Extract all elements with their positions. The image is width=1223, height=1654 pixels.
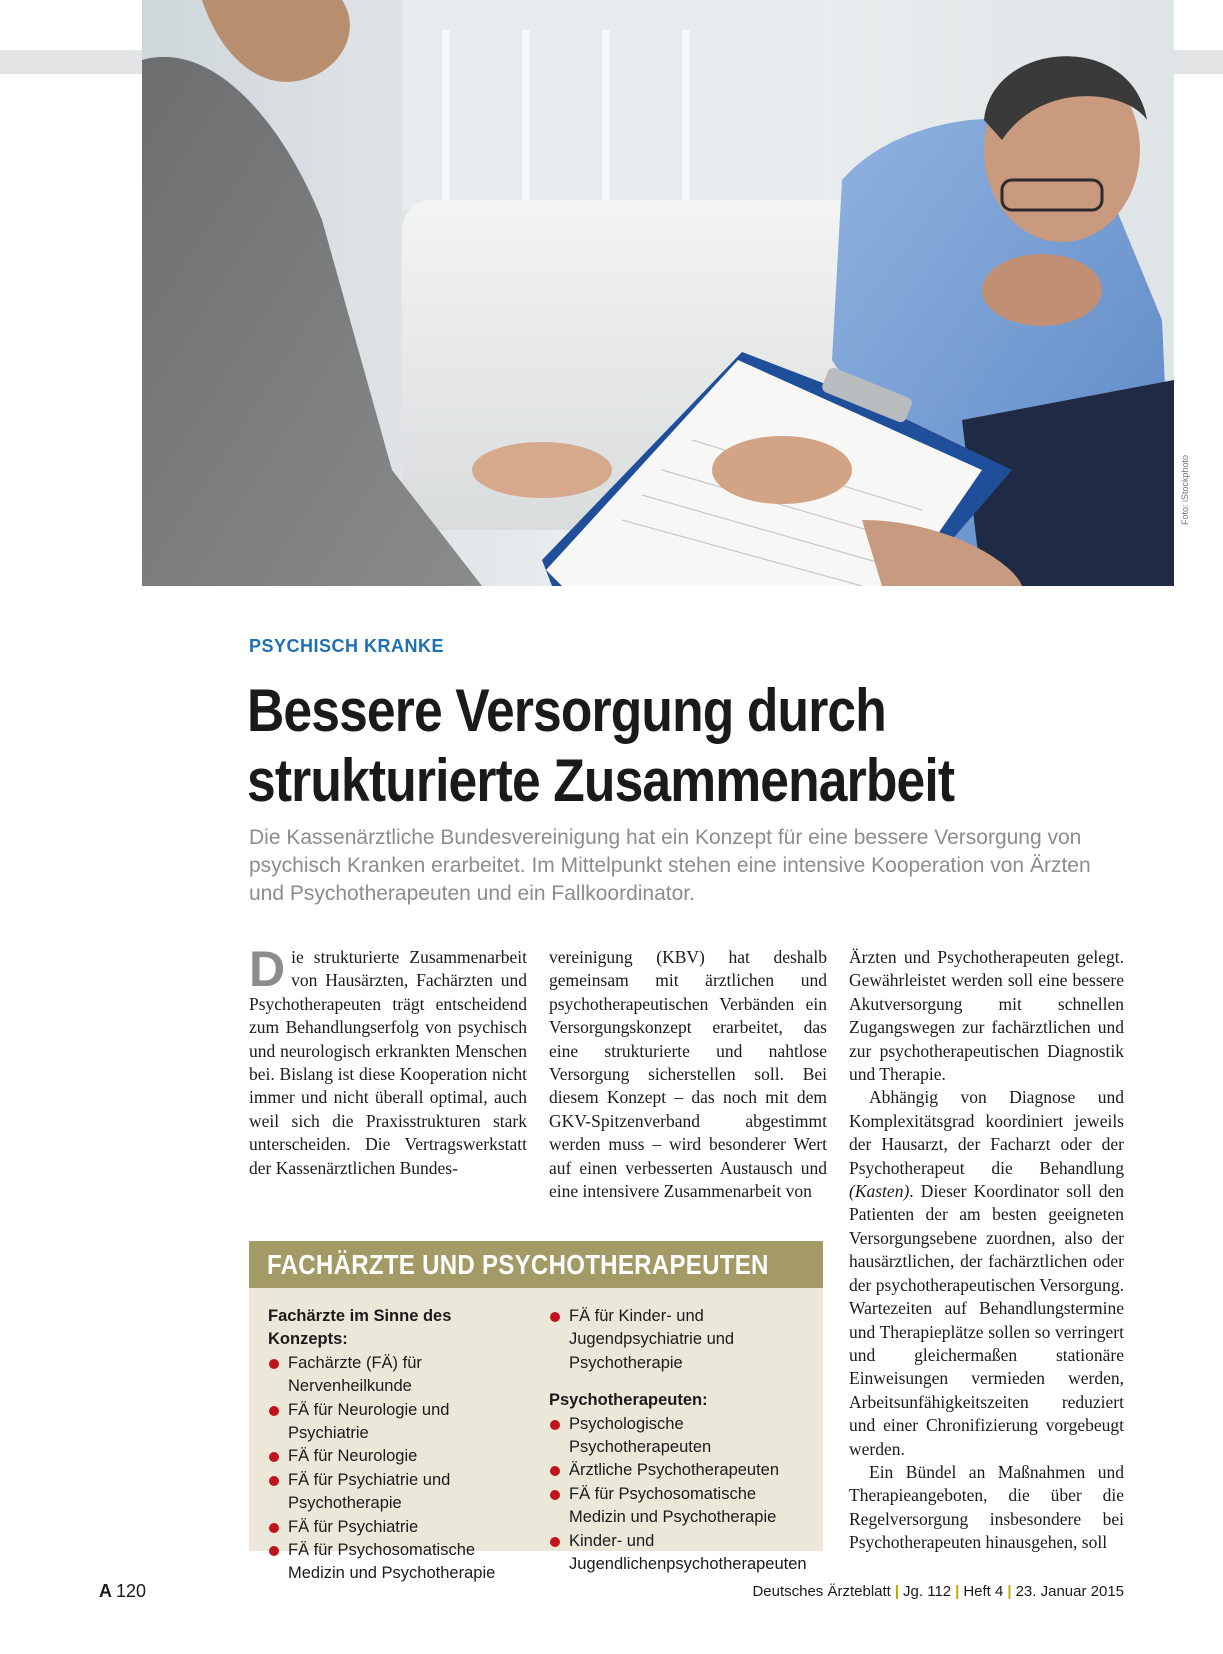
- info-box-left-column: [268, 1305, 526, 1586]
- list-item: FÄ für Neurologie: [268, 1445, 526, 1468]
- body-text-col2: vereinigung (KBV) hat deshalb gemeinsam mit ärztlichen und psychotherapeutischen Verbänden ein Versorgungskonzept erarbeitet, das eine strukturierte und nahtlose Versorgung sicherstellen soll. Bei diesem Konzept – das noch mit dem GKV-Spitzenverband abgestimmt werden muss – wird besonderer Wert auf einen verbesserten Austausch und eine intensivere Zusammenarbeit von: [549, 947, 827, 1202]
- list-item: FÄ für Kinder- und Jugendpsychiatrie und Psychotherapie: [549, 1305, 814, 1375]
- list-item: Kinder- und Jugendlichenpsychotherapeuten: [549, 1530, 814, 1577]
- list-item: FÄ für Psychiatrie und Psychotherapie: [268, 1469, 526, 1516]
- info-box-title: FACHÄRZTE UND PSYCHOTHERAPEUTEN: [249, 1241, 823, 1288]
- headline-line-1: Bessere Versorgung durch: [247, 677, 886, 744]
- psychotherapists-heading: Psychotherapeuten:: [549, 1391, 708, 1410]
- list-item: Fachärzte (FÄ) für Nervenheilkunde: [268, 1352, 526, 1399]
- body-text-col1: ie strukturierte Zusammenarbeit von Hausärzten, Fachärzten und Psychotherapeuten trägt entscheidend zum Behandlungserfolg von psychisch und neurologisch erkrankten Menschen bei. Bislang ist diese Kooperation nicht immer und nicht überall optimal, auch weil sich die Praxisstrukturen stark unterscheiden. Die Vertragswerkstatt der Kassenärztlichen Bundes-: [249, 947, 527, 1178]
- body-paragraph-2: Abhängig von Diagnose und Komplexitätsgrad koordiniert jeweils der Hausarzt, der Facharzt oder der Psychotherapeut die Behandlung (Kasten). Dieser Koordinator soll den Patienten der am besten geeigneten Versorgungsebene zuordnen, also der hausärztlichen, der fachärztlichen oder der psychotherapeutischen Versorgung. Wartezeiten auf Behandlungstermine und Therapieplätze sollen so verringert und gleichermaßen stationäre Einweisungen vermieden werden, Arbeitsunfähigkeitszeiten reduziert und einer Chronifizierung vorgebeugt werden.: [849, 1087, 1124, 1459]
- specialists-heading: Fachärzte im Sinne des Konzepts:: [268, 1307, 452, 1349]
- info-box: [249, 1241, 823, 1583]
- info-box-right-column: [549, 1305, 814, 1576]
- journal-footer: Deutsches Ärzteblatt | Jg. 112 | Heft 4 | 23. Januar 2015: [752, 1583, 1124, 1600]
- body-column-3: [849, 946, 1124, 1555]
- journal-name: Deutsches Ärzteblatt: [752, 1583, 891, 1600]
- body-column-2: [549, 946, 827, 1203]
- list-item: Ärztliche Psychotherapeuten: [549, 1459, 814, 1482]
- section-letter: A: [99, 1581, 112, 1601]
- list-item: FÄ für Psychosomatische Medizin und Psychotherapie: [268, 1539, 526, 1586]
- list-item: Psychologische Psychotherapeuten: [549, 1413, 814, 1460]
- photo-credit: Foto: iStockphoto: [1180, 454, 1190, 525]
- specialists-list: [268, 1352, 526, 1586]
- top-grey-band-left: [0, 50, 142, 74]
- article-kicker: PSYCHISCH KRANKE: [249, 636, 445, 656]
- article-lead: Die Kassenärztliche Bundesvereinigung hat ein Konzept für eine bessere Versorgung von psychisch Kranken erarbeitet. Im Mittelpunkt stehen eine intensive Kooperation von Ärzten und Psychotherapeuten und ein Fallkoordinator.: [249, 826, 1091, 905]
- body-paragraph-3: Ein Bündel an Maßnahmen und Therapieangeboten, die über die Regelversorgung insbesondere bei Psychotherapeuten hinausgehen, soll: [849, 1461, 1124, 1553]
- list-item: FÄ für Psychosomatische Medizin und Psychotherapie: [549, 1483, 814, 1530]
- header-photo: [142, 0, 1174, 586]
- article-headline: [247, 676, 1021, 816]
- page-number: [99, 1581, 146, 1602]
- headline-line-2: strukturierte Zusammenarbeit: [247, 747, 955, 814]
- journal-date: 23. Januar 2015: [1015, 1583, 1124, 1600]
- psychotherapists-list: [549, 1413, 814, 1577]
- journal-issue: Heft 4: [963, 1583, 1004, 1600]
- box-reference: (Kasten): [849, 1181, 910, 1202]
- body-column-1: [249, 941, 527, 1180]
- page-number-value: 120: [116, 1581, 147, 1601]
- top-grey-band-right: [1174, 50, 1223, 74]
- list-item: FÄ für Psychiatrie: [268, 1516, 526, 1539]
- list-item: FÄ für Neurologie und Psychiatrie: [268, 1399, 526, 1446]
- dropcap-letter: D: [249, 941, 286, 997]
- specialists-list-continued: [549, 1305, 814, 1375]
- body-paragraph-1: Ärzten und Psychotherapeuten gelegt. Gewährleistet werden soll eine bessere Akutversorgung mit schnellen Zugangswegen zur fachärztlichen und zur psychotherapeutischen Diagnostik und Therapie.: [849, 947, 1124, 1085]
- journal-volume: Jg. 112: [903, 1583, 952, 1600]
